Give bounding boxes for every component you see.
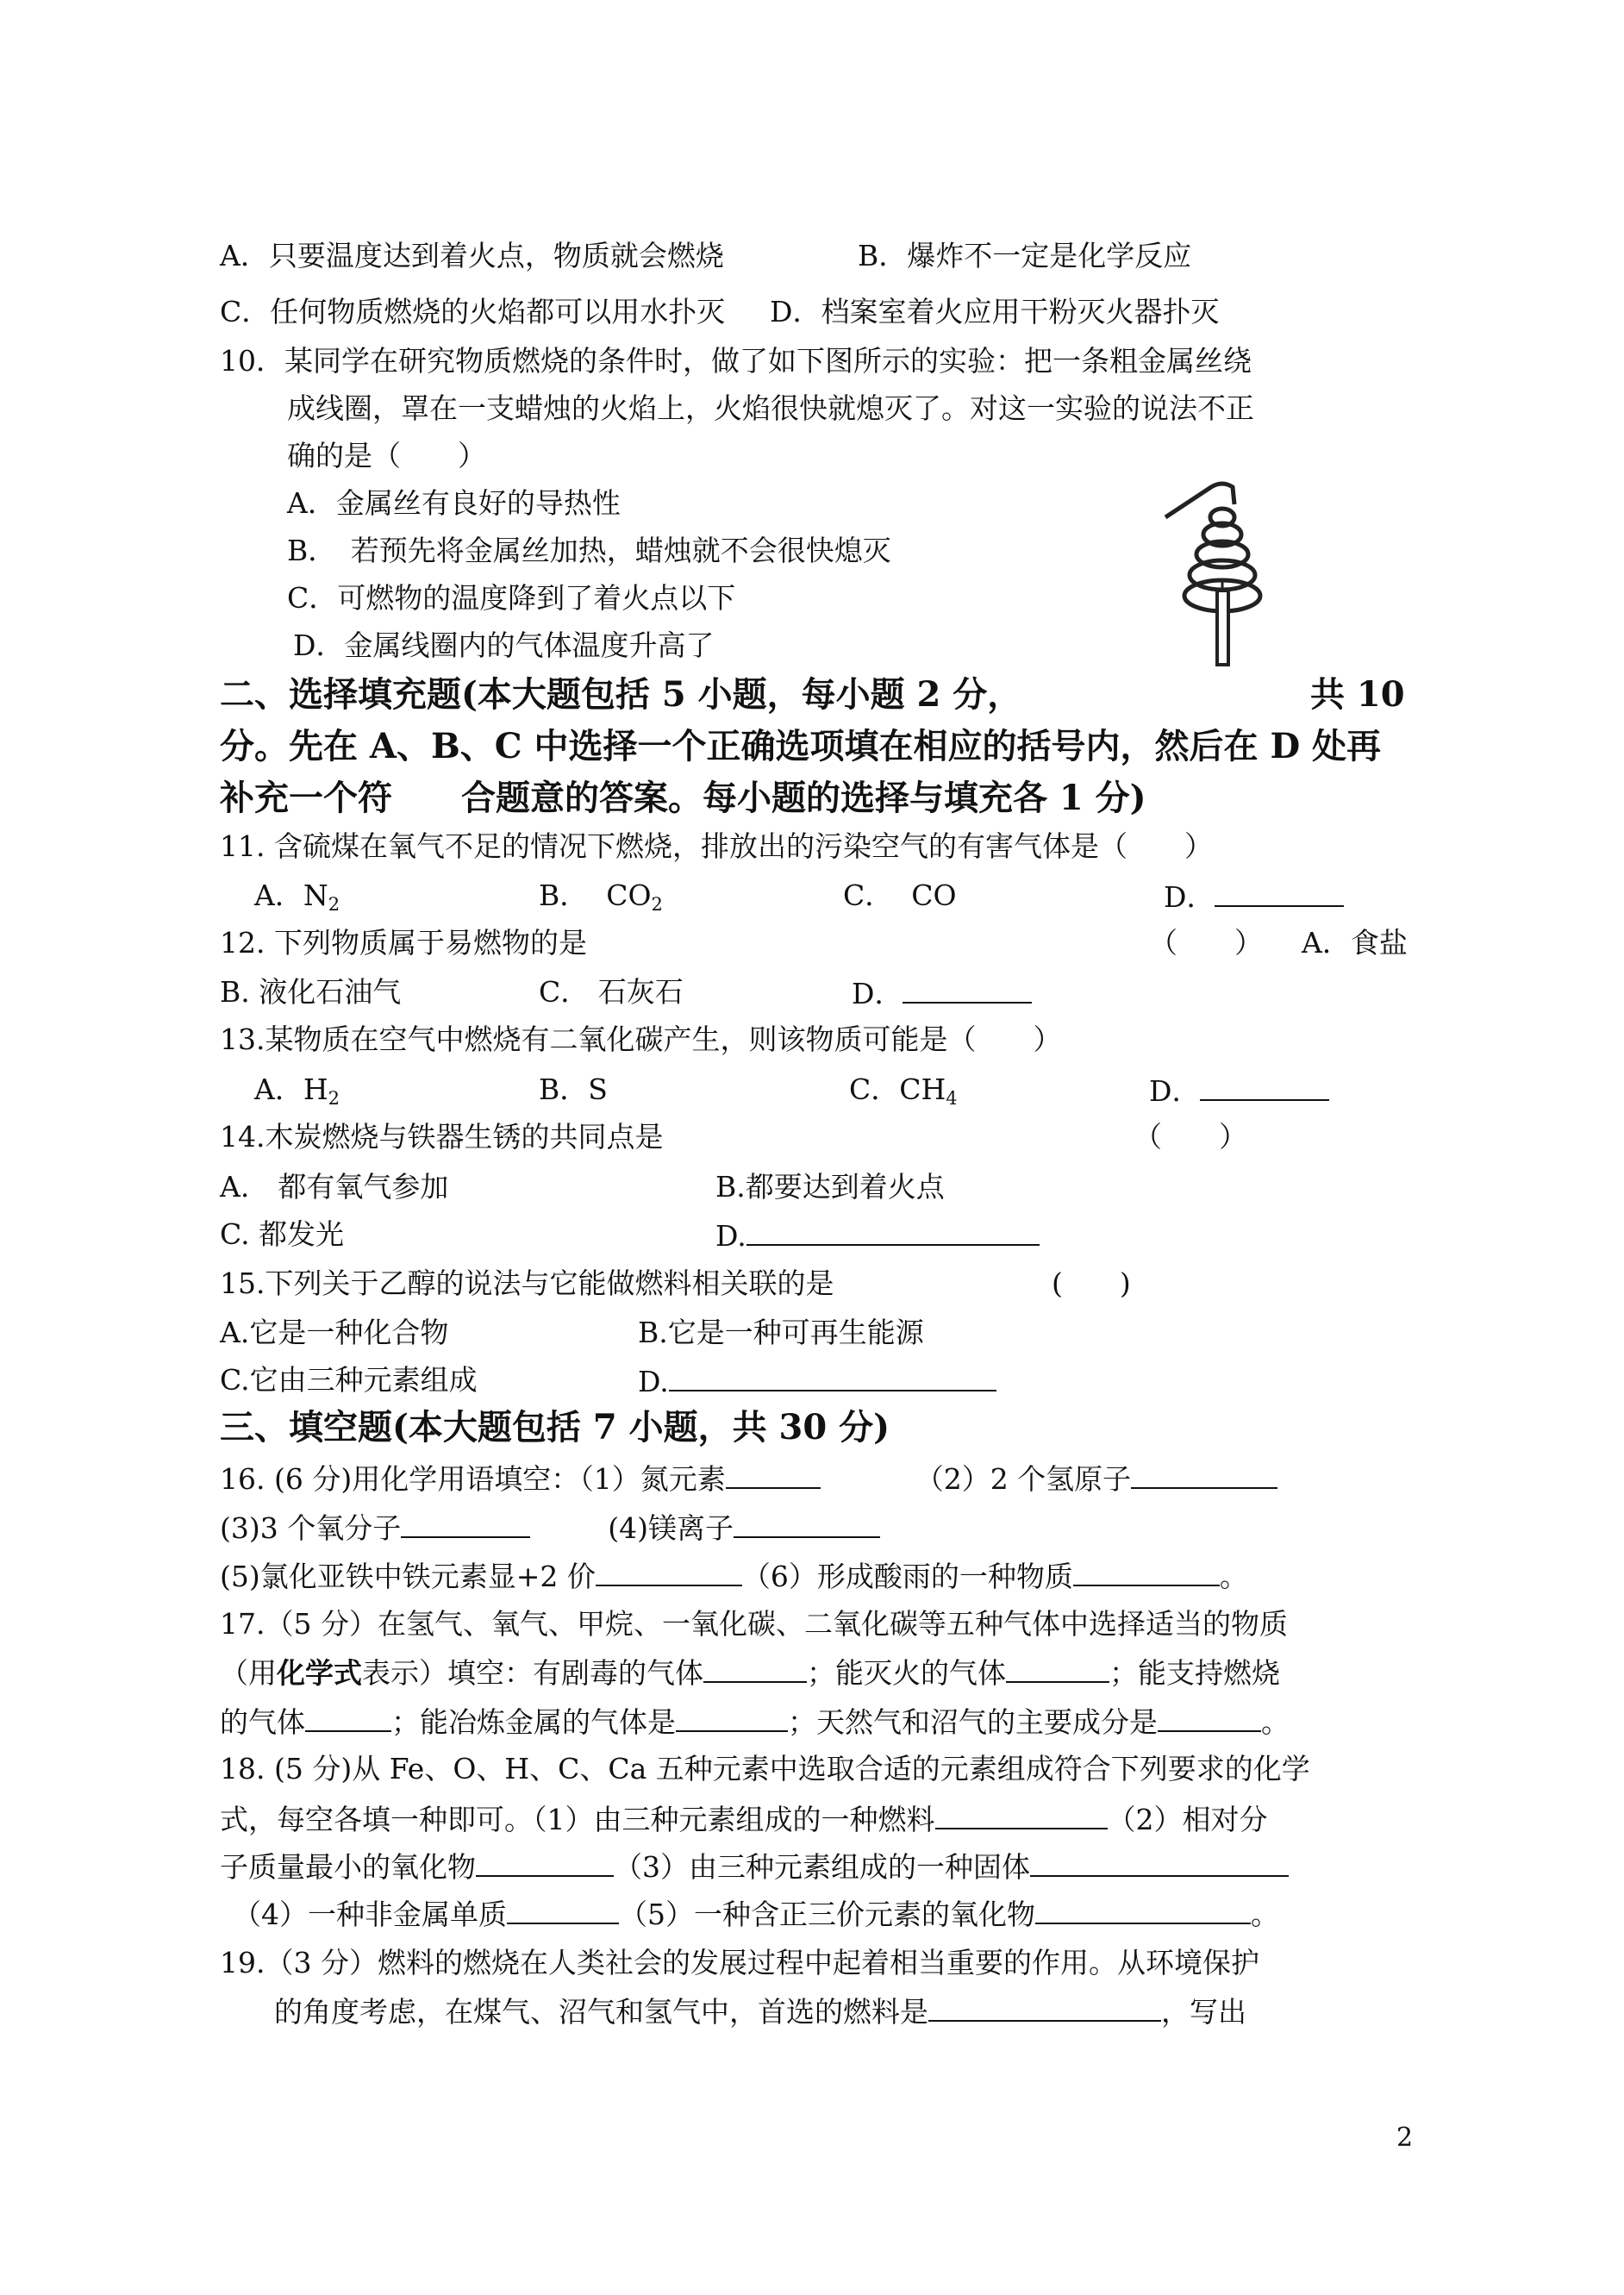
answer-blank[interactable] <box>401 1510 530 1538</box>
q15-option-c: C.它由三种元素组成 <box>220 1363 478 1397</box>
q14-option-b: B.都要达到着火点 <box>715 1170 945 1204</box>
q10-option-c: C．可燃物的温度降到了着火点以下 <box>287 581 736 615</box>
answer-blank[interactable] <box>1073 1559 1220 1586</box>
q12-option-d: D． <box>852 976 1032 1010</box>
answer-blank[interactable] <box>1035 1897 1251 1924</box>
answer-blank[interactable] <box>903 976 1032 1004</box>
q15-stem: 15.下列关于乙醇的说法与它能做燃料相关联的是 <box>220 1266 834 1300</box>
q14-stem: 14.木炭燃烧与铁器生锈的共同点是 <box>220 1120 664 1154</box>
q15-bracket: ( ) <box>1052 1266 1131 1300</box>
q10-stem-line-2: 成线圈，罩在一支蜡烛的火焰上，火焰很快就熄灭了。对这一实验的说法不正 <box>287 391 1254 425</box>
q11-option-b: B． $CO_2$ <box>539 879 663 915</box>
q9-option-b: B．爆炸不一定是化学反应 <box>858 239 1192 272</box>
q10-option-a: A．金属丝有良好的导热性 <box>287 486 621 520</box>
q11-stem: 11. 含硫煤在氧气不足的情况下燃烧，排放出的污染空气的有害气体是（ ） <box>220 829 1213 863</box>
answer-blank[interactable] <box>1200 1073 1329 1101</box>
q16-line-1: 16. (6 分)用化学用语填空：（1）氮元素 （2）2 个氢原子 <box>220 1461 1277 1496</box>
answer-blank[interactable] <box>669 1364 996 1391</box>
answer-blank[interactable] <box>507 1897 619 1924</box>
q18-line-4: （4）一种非金属单质 （5）一种含正三价元素的氧化物 。 <box>233 1898 1279 1931</box>
q16-line-2: (3)3 个氧分子 (4)镁离子 <box>220 1510 880 1545</box>
q12-stem: 12. 下列物质属于易燃物的是 <box>220 926 587 960</box>
answer-blank[interactable] <box>476 1849 614 1877</box>
q14-option-c: C. 都发光 <box>220 1217 345 1251</box>
answer-blank[interactable] <box>1006 1655 1109 1683</box>
q10-option-b: B． 若预先将金属丝加热，蜡烛就不会很快熄灭 <box>287 534 891 567</box>
answer-blank[interactable] <box>305 1704 391 1732</box>
answer-blank[interactable] <box>676 1704 788 1732</box>
q14-bracket: （ ） <box>1134 1120 1247 1154</box>
page-number: 2 <box>1396 2123 1414 2153</box>
section-3-header: 三、填空题(本大题包括 7 小题，共 30 分) <box>220 1407 890 1448</box>
q15-option-b: B.它是一种可再生能源 <box>638 1316 924 1349</box>
q9-option-a: A．只要温度达到着火点，物质就会燃烧 <box>220 239 724 272</box>
answer-blank[interactable] <box>1215 879 1344 907</box>
q13-option-a: A．$H_2$ <box>254 1072 340 1109</box>
q19-line-1: 19.（3 分）燃料的燃烧在人类社会的发展过程中起着相当重要的作用。从环境保护 <box>220 1946 1259 1979</box>
answer-blank[interactable] <box>1030 1849 1289 1877</box>
q17-line-1: 17.（5 分）在氢气、氧气、甲烷、一氧化碳、二氧化碳等五种气体中选择适当的物质 <box>220 1607 1288 1641</box>
q18-line-2: 式，每空各填一种即可。（1）由三种元素组成的一种燃料 （2）相对分 <box>220 1803 1268 1836</box>
answer-blank[interactable] <box>935 1802 1108 1829</box>
q18-line-3: 子质量最小的氧化物 （3）由三种元素组成的一种固体 <box>220 1849 1289 1884</box>
q17-line-2: （用化学式表示）填空：有剧毒的气体 ；能灭火的气体 ；能支持燃烧 <box>220 1656 1280 1690</box>
q10-stem-line-1: 10．某同学在研究物质燃烧的条件时，做了如下图所示的实验：把一条粗金属丝绕 <box>220 344 1252 378</box>
q12-option-a: A．食盐 <box>1302 926 1408 960</box>
q14-option-d: D. <box>715 1218 1040 1253</box>
q13-option-b: B．S <box>539 1072 608 1106</box>
coil-over-candle-figure <box>1164 470 1276 668</box>
answer-blank[interactable] <box>734 1510 880 1538</box>
answer-blank[interactable] <box>1158 1704 1261 1732</box>
q13-option-c: C．$CH_4$ <box>849 1072 958 1109</box>
answer-blank[interactable] <box>726 1461 821 1489</box>
section-2-header-line-3: 补充一个符 合题意的答案。每小题的选择与填充各 1 分) <box>220 778 1146 818</box>
q13-stem: 13.某物质在空气中燃烧有二氧化碳产生，则该物质可能是（ ） <box>220 1022 1062 1056</box>
q9-option-c: C．任何物质燃烧的火焰都可以用水扑灭 <box>220 295 726 328</box>
q15-option-a: A.它是一种化合物 <box>220 1316 449 1349</box>
q10-option-d: D．金属线圈内的气体温度升高了 <box>293 628 715 662</box>
q9-option-d: D．档案室着火应用干粉灭火器扑灭 <box>770 295 1220 328</box>
q18-line-1: 18. (5 分)从 Fe、O、H、C、Ca 五种元素中选取合适的元素组成符合下列要求的化学 <box>220 1752 1310 1785</box>
q16-line-3: (5)氯化亚铁中铁元素显+2 价 （6）形成酸雨的一种物质 。 <box>220 1560 1248 1593</box>
q17-line-3: 的气体 ；能冶炼金属的气体是 ；天然气和沼气的主要成分是 。 <box>220 1705 1290 1739</box>
answer-blank[interactable] <box>596 1559 742 1586</box>
q15-option-d: D. <box>638 1364 996 1398</box>
answer-blank[interactable] <box>703 1655 807 1683</box>
q11-option-a: A．$N_2$ <box>254 879 340 915</box>
q12-bracket: （ ） <box>1149 926 1263 960</box>
section-2-header-line-2: 分。先在 A、B、C 中选择一个正确选项填在相应的括号内，然后在 D 处再 <box>220 726 1382 766</box>
q12-option-b: B. 液化石油气 <box>220 975 402 1009</box>
q12-option-c: C． 石灰石 <box>539 975 684 1009</box>
q13-option-d: D． <box>1149 1073 1329 1108</box>
answer-blank[interactable] <box>928 1994 1161 2022</box>
section-2-header-line-1: 二、选择填充题(本大题包括 5 小题，每小题 2 分， <box>220 674 1022 715</box>
q14-option-a: A. 都有氧气参加 <box>220 1170 449 1204</box>
q19-line-2: 的角度考虑，在煤气、沼气和氢气中，首选的燃料是 ，写出 <box>274 1995 1246 2029</box>
answer-blank[interactable] <box>746 1218 1040 1246</box>
q11-option-c: C． CO <box>843 879 957 912</box>
q10-stem-line-3: 确的是（ ） <box>287 439 486 472</box>
q11-option-d: D． <box>1164 879 1344 914</box>
section-2-header-line-1-end: 共 10 <box>1310 674 1405 715</box>
answer-blank[interactable] <box>1131 1461 1277 1489</box>
